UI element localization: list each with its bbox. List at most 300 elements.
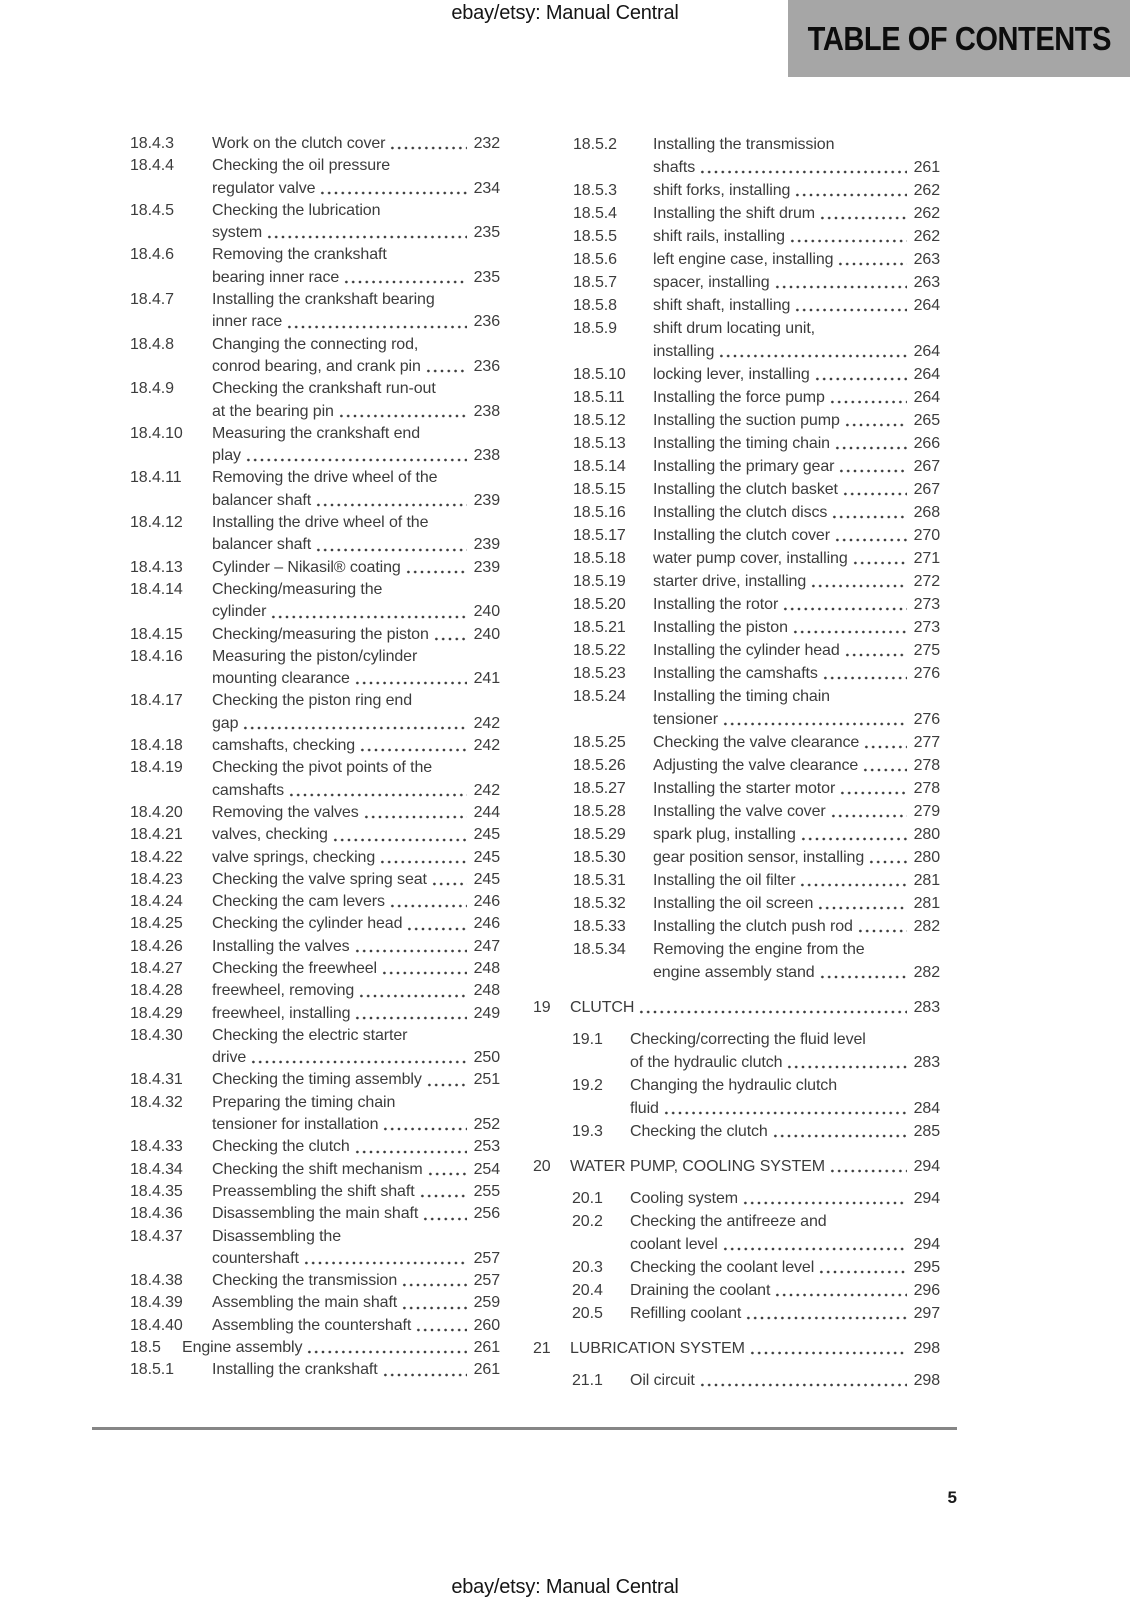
toc-entry[interactable]	[533, 1279, 940, 1302]
toc-entry[interactable]	[533, 570, 940, 593]
toc-entry-title	[212, 690, 500, 735]
toc-entry-title	[630, 1028, 940, 1074]
toc-entry-number: 18.4.23	[130, 870, 183, 888]
toc-entry-page: 271	[913, 550, 940, 567]
toc-entry-number: 18.4.6	[130, 246, 174, 264]
toc-entry-number: 18.4.32	[130, 1093, 183, 1111]
toc-entry-number: 18.4.11	[130, 469, 182, 487]
toc-entry-title-line: Cooling system	[630, 1190, 738, 1207]
toc-entry[interactable]	[130, 244, 500, 289]
toc-entry[interactable]	[533, 777, 940, 800]
toc-entry[interactable]	[533, 938, 940, 984]
toc-entry[interactable]	[130, 1226, 500, 1271]
toc-entry-last-line	[653, 593, 940, 616]
toc-entry[interactable]	[130, 467, 500, 512]
dot-leader	[389, 133, 467, 155]
toc-banner	[788, 0, 1130, 77]
toc-entry-title-line: spark plug, installing	[653, 826, 796, 843]
toc-entry-page: 235	[473, 268, 500, 286]
toc-entry[interactable]	[130, 557, 500, 579]
toc-entry-title-line: Installing the clutch discs	[653, 504, 828, 521]
toc-entry-page: 263	[913, 251, 940, 268]
dot-leader	[389, 891, 467, 913]
toc-entry-title-line: conrod bearing, and crank pin	[212, 357, 421, 375]
toc-entry-page: 285	[913, 1123, 940, 1140]
toc-entry-last-line	[653, 800, 940, 823]
toc-entry[interactable]	[130, 824, 500, 846]
toc-entry-title	[212, 1003, 500, 1025]
toc-entry[interactable]	[130, 423, 500, 468]
toc-entry-page: 278	[913, 757, 940, 774]
toc-entry-number: 18.5.3	[573, 182, 617, 199]
toc-entry[interactable]	[533, 1210, 940, 1256]
dot-leader	[431, 869, 467, 891]
toc-entry[interactable]	[130, 1159, 500, 1181]
toc-entry-title	[630, 1256, 940, 1279]
toc-entry-title	[212, 757, 500, 802]
toc-entry-last-line	[212, 713, 500, 735]
toc-entry[interactable]	[533, 869, 940, 892]
toc-entry-page: 279	[913, 803, 940, 820]
dot-leader	[245, 445, 467, 467]
toc-entry-title-line: gear position sensor, installing	[653, 849, 865, 866]
toc-entry-page: 264	[913, 297, 940, 314]
dot-leader	[718, 340, 907, 363]
toc-entry-last-line	[653, 501, 940, 524]
toc-entry-last-line	[212, 1159, 500, 1181]
dot-leader	[842, 478, 907, 501]
toc-entry-number: 18.4.14	[130, 580, 183, 598]
toc-entry-title	[653, 731, 940, 754]
dot-leader	[829, 386, 907, 409]
toc-entry-number: 18.4.21	[130, 826, 183, 844]
toc-entry[interactable]	[533, 616, 940, 639]
toc-entry-number: 18.4.17	[130, 692, 183, 710]
toc-entry-number: 18.5.9	[573, 320, 617, 337]
toc-entry-title-line: Preparing the timing chain	[212, 1093, 396, 1111]
dot-leader	[288, 780, 467, 802]
toc-entry-page: 236	[473, 313, 500, 331]
toc-entry[interactable]	[130, 1270, 500, 1292]
toc-entry-title	[570, 1155, 940, 1178]
toc-entry-last-line	[630, 1187, 940, 1210]
toc-entry-page: 284	[913, 1100, 940, 1117]
toc-entry[interactable]	[130, 735, 500, 757]
toc-entry-page: 262	[913, 182, 940, 199]
toc-entry-title	[653, 501, 940, 524]
toc-entry-title	[630, 1279, 940, 1302]
toc-right-column	[533, 133, 940, 1392]
toc-entry-number: 18.4.29	[130, 1004, 183, 1022]
dot-leader	[338, 401, 467, 423]
toc-entry-number: 21.1	[572, 1372, 603, 1389]
toc-entry-title	[212, 1270, 500, 1292]
toc-entry-last-line	[212, 1248, 500, 1270]
dot-leader	[354, 1003, 467, 1025]
toc-entry-number: 18.5.23	[573, 665, 626, 682]
toc-entry[interactable]	[130, 334, 500, 379]
toc-entry[interactable]	[533, 915, 940, 938]
toc-entry-title-line: Installing the shift drum	[653, 205, 816, 222]
toc-entry-title	[653, 616, 940, 639]
dot-leader	[868, 846, 907, 869]
toc-entry[interactable]	[130, 200, 500, 245]
toc-entry-last-line	[212, 1203, 500, 1225]
toc-entry-page: 251	[473, 1071, 500, 1089]
toc-entry-title-line: Checking the timing assembly	[212, 1071, 422, 1089]
toc-entry-page: 257	[473, 1272, 500, 1290]
dot-leader	[819, 961, 907, 984]
toc-entry[interactable]	[533, 1187, 940, 1210]
toc-entry-title-line: water pump cover, installing	[653, 550, 848, 567]
toc-entry[interactable]	[533, 248, 940, 271]
toc-entry-page: 240	[473, 625, 500, 643]
toc-entry-title	[212, 1359, 500, 1381]
toc-entry[interactable]	[130, 1181, 500, 1203]
toc-entry-title-line: Installing the timing chain	[653, 435, 830, 452]
toc-entry[interactable]	[533, 685, 940, 731]
toc-entry[interactable]	[533, 754, 940, 777]
toc-left-column	[130, 133, 500, 1392]
dot-leader	[799, 869, 907, 892]
toc-entry-last-line	[653, 846, 940, 869]
dot-leader	[358, 980, 467, 1002]
toc-entry[interactable]	[130, 1003, 500, 1025]
toc-entry-page: 294	[913, 1190, 940, 1207]
toc-entry[interactable]	[130, 378, 500, 423]
toc-entry[interactable]	[533, 179, 940, 202]
toc-entry-last-line	[212, 1270, 500, 1292]
toc-entry-page: 296	[913, 1282, 940, 1299]
toc-entry-title-line: Changing the hydraulic clutch	[630, 1077, 838, 1094]
toc-entry-page: 255	[473, 1182, 500, 1200]
toc-entry-title	[212, 1292, 500, 1314]
toc-entry-number: 18.5.10	[573, 366, 626, 383]
toc-entry[interactable]	[130, 1359, 500, 1381]
toc-entry-title-line: installing	[653, 343, 715, 360]
toc-entry[interactable]	[130, 133, 500, 155]
toc-entry-title	[653, 662, 940, 685]
toc-entry-title	[653, 179, 940, 202]
toc-entry-title	[212, 913, 500, 935]
dot-leader	[382, 1114, 467, 1136]
toc-entry[interactable]	[130, 1092, 500, 1137]
toc-entry-page: 242	[473, 737, 500, 755]
toc-entry-title-line: Checking the valve clearance	[653, 734, 860, 751]
dot-leader	[242, 713, 467, 735]
toc-entry[interactable]	[130, 1337, 500, 1359]
toc-entry-title-line: gap	[212, 714, 239, 732]
dot-leader	[315, 490, 467, 512]
toc-entry-title	[212, 735, 500, 757]
toc-entry-number: 18.4.24	[130, 893, 183, 911]
toc-entry[interactable]	[130, 1136, 500, 1158]
toc-entry[interactable]	[533, 1302, 940, 1325]
toc-entry-title	[212, 133, 500, 155]
toc-entry-title-line: Installing the oil filter	[653, 872, 796, 889]
toc-entry-title-line: Engine assembly	[182, 1339, 303, 1357]
toc-entry[interactable]	[130, 891, 500, 913]
toc-entry-title-line: Installing the crankshaft bearing	[212, 291, 435, 309]
toc-entry-number: 20.2	[572, 1213, 603, 1230]
toc-entry-number: 18.4.19	[130, 759, 183, 777]
toc-entry-title-line: tensioner	[653, 711, 718, 728]
toc-entry-title	[653, 225, 940, 248]
toc-entry-number: 21	[533, 1340, 551, 1357]
toc-entry-page: 280	[913, 826, 940, 843]
toc-entry[interactable]	[533, 501, 940, 524]
toc-entry[interactable]	[533, 133, 940, 179]
toc-entry[interactable]	[130, 847, 500, 869]
toc-entry-title	[212, 1203, 500, 1225]
toc-entry-title-line: Checking the oil pressure	[212, 157, 391, 175]
toc-entry[interactable]	[130, 869, 500, 891]
toc-entry[interactable]	[533, 731, 940, 754]
dot-leader	[749, 1337, 907, 1360]
toc-entry-title-line: Changing the connecting rod,	[212, 335, 419, 353]
toc-entry-title-line: locking lever, installing	[653, 366, 810, 383]
toc-entry-title	[212, 1069, 500, 1091]
toc-entry-title-line: WATER PUMP, COOLING SYSTEM	[570, 1158, 825, 1175]
toc-entry-title-line: fluid	[630, 1100, 659, 1117]
toc-entry[interactable]	[130, 624, 500, 646]
toc-entry-last-line	[653, 179, 940, 202]
toc-entry-title-line: Installing the piston	[653, 619, 788, 636]
toc-entry-number: 18.5.2	[573, 136, 617, 153]
toc-entry-number: 20	[533, 1158, 551, 1175]
toc-entry[interactable]	[533, 1120, 940, 1143]
dot-leader	[354, 936, 467, 958]
toc-entry-title	[212, 958, 500, 980]
toc-entry-title-line: freewheel, removing	[212, 982, 355, 1000]
toc-entry[interactable]	[130, 1292, 500, 1314]
toc-entry-title	[212, 646, 500, 691]
toc-entry-last-line	[212, 133, 500, 155]
toc-entry-last-line	[630, 1256, 940, 1279]
dot-leader	[810, 570, 907, 593]
toc-entry[interactable]	[130, 958, 500, 980]
toc-entry-title-line: Measuring the piston/cylinder	[212, 647, 418, 665]
toc-entry-last-line	[653, 777, 940, 800]
toc-entry[interactable]	[130, 802, 500, 824]
dot-leader	[382, 1359, 467, 1381]
dot-leader	[844, 639, 907, 662]
toc-entry-last-line	[653, 662, 940, 685]
toc-entry[interactable]	[130, 757, 500, 802]
toc-entry[interactable]	[130, 980, 500, 1002]
toc-entry-number: 18.5.17	[573, 527, 626, 544]
dot-leader	[829, 1155, 907, 1178]
toc-entry-last-line	[653, 754, 940, 777]
toc-entry-title-line: engine assembly stand	[653, 964, 815, 981]
toc-entry-last-line	[212, 735, 500, 757]
toc-entry[interactable]	[130, 646, 500, 691]
toc-entry-page: 249	[473, 1004, 500, 1022]
toc-entry-last-line	[212, 490, 500, 512]
dot-leader	[379, 847, 467, 869]
toc-entry-page: 254	[473, 1160, 500, 1178]
toc-entry[interactable]	[130, 1203, 500, 1225]
toc-entry-last-line	[212, 936, 500, 958]
toc-entry-title-line: Installing the drive wheel of the	[212, 514, 429, 532]
toc-entry-page: 282	[913, 964, 940, 981]
toc-entry-title-line: Assembling the main shaft	[212, 1294, 398, 1312]
toc-entry-title-line: Refilling coolant	[630, 1305, 742, 1322]
toc-entry-title-line: countershaft	[212, 1249, 299, 1267]
toc-entry-title-line: play	[212, 447, 241, 465]
toc-entry[interactable]	[130, 1315, 500, 1337]
toc-entry[interactable]	[533, 478, 940, 501]
toc-entry-last-line	[212, 601, 500, 623]
toc-entry-number: 19	[533, 999, 551, 1016]
dot-leader	[332, 824, 467, 846]
toc-entry-title	[653, 248, 940, 271]
toc-entry-title	[653, 777, 940, 800]
toc-entry-title-line: Checking the crankshaft run-out	[212, 380, 436, 398]
toc-entry-number: 19.3	[572, 1123, 603, 1140]
dot-leader	[663, 1097, 907, 1120]
toc-entry-number: 18.5.31	[573, 872, 626, 889]
toc-entry[interactable]	[533, 1369, 940, 1392]
toc-entry-number: 18.5.19	[573, 573, 626, 590]
toc-entry[interactable]	[533, 639, 940, 662]
toc-entry[interactable]	[533, 363, 940, 386]
toc-entry-number: 19.2	[572, 1077, 603, 1094]
toc-entry[interactable]	[130, 155, 500, 200]
toc-entry-title	[630, 1210, 940, 1256]
toc-entry[interactable]	[130, 289, 500, 334]
toc-entry[interactable]	[533, 1028, 940, 1074]
toc-entry-page: 278	[913, 780, 940, 797]
toc-entry-title-line: balancer shaft	[212, 536, 312, 554]
toc-entry-title	[653, 478, 940, 501]
toc-entry[interactable]	[130, 512, 500, 557]
toc-entry-last-line	[653, 202, 940, 225]
toc-entry-title-line: Oil circuit	[630, 1372, 695, 1389]
toc-entry[interactable]	[533, 800, 940, 823]
toc-entry-title	[653, 892, 940, 915]
toc-entry[interactable]	[533, 386, 940, 409]
toc-entry[interactable]	[130, 1069, 500, 1091]
toc-entry[interactable]	[533, 432, 940, 455]
toc-entry-page: 295	[913, 1259, 940, 1276]
toc-entry-title-line: Installing the starter motor	[653, 780, 836, 797]
toc-entry-number: 18.5.28	[573, 803, 626, 820]
toc-entry-last-line	[653, 892, 940, 915]
toc-entry[interactable]	[533, 823, 940, 846]
toc-entry-number: 18.5.29	[573, 826, 626, 843]
toc-entry-last-line	[653, 248, 940, 271]
toc-entry-title-line: Removing the engine from the	[653, 941, 865, 958]
toc-entry-title	[630, 1187, 940, 1210]
toc-entry[interactable]	[533, 455, 940, 478]
dot-leader	[794, 179, 907, 202]
toc-entry-title	[212, 467, 500, 512]
toc-entry-title	[212, 1181, 500, 1203]
toc-entry-page: 244	[473, 803, 500, 821]
toc-entry[interactable]	[533, 202, 940, 225]
toc-entry-page: 261	[913, 159, 940, 176]
toc-entry[interactable]	[533, 892, 940, 915]
toc-entry[interactable]	[533, 225, 940, 248]
toc-entry-title-line: left engine case, installing	[653, 251, 834, 268]
toc-entry-title-line: starter drive, installing	[653, 573, 807, 590]
toc-entry-number: 18.5.25	[573, 734, 626, 751]
toc-entry[interactable]	[533, 271, 940, 294]
toc-entry-number: 18.4.27	[130, 959, 183, 977]
dot-leader	[425, 356, 467, 378]
toc-entry[interactable]	[533, 317, 940, 363]
toc-entry-title-line: Installing the rotor	[653, 596, 779, 613]
toc-entry[interactable]	[533, 409, 940, 432]
toc-entry[interactable]	[533, 547, 940, 570]
toc-entry-last-line	[212, 780, 500, 802]
toc-entry-title-line: cylinder	[212, 603, 267, 621]
toc-entry-last-line	[630, 1233, 940, 1256]
toc-entry-last-line	[653, 225, 940, 248]
toc-entry-number: 18.4.35	[130, 1182, 183, 1200]
toc-entry-title	[212, 557, 500, 579]
toc-entry[interactable]	[533, 1256, 940, 1279]
toc-entry-page: 247	[473, 937, 500, 955]
toc-entry[interactable]	[533, 1337, 940, 1360]
toc-entry-number: 18.4.9	[130, 380, 174, 398]
toc-entry-last-line	[212, 980, 500, 1002]
toc-entry-number: 18.4.37	[130, 1227, 183, 1245]
toc-entry-page: 294	[913, 1236, 940, 1253]
toc-entry-title	[212, 891, 500, 913]
toc-entry-last-line	[630, 1302, 940, 1325]
toc-entry-page: 281	[913, 872, 940, 889]
toc-entry-last-line	[630, 1279, 940, 1302]
toc-entry-last-line	[653, 639, 940, 662]
toc-entry-title	[653, 593, 940, 616]
toc-entry-page: 262	[913, 205, 940, 222]
toc-entry[interactable]	[533, 1074, 940, 1120]
toc-entry-last-line	[570, 1155, 940, 1178]
toc-entry-number: 18.5	[130, 1339, 161, 1357]
toc-entry-page: 260	[473, 1316, 500, 1334]
toc-entry-title-line: Checking the cam levers	[212, 893, 385, 911]
toc-entry[interactable]	[130, 913, 500, 935]
toc-entry-last-line	[630, 1051, 940, 1074]
toc-entry-page: 253	[473, 1138, 500, 1156]
toc-entry-page: 294	[913, 1158, 940, 1175]
toc-entry-page: 238	[473, 447, 500, 465]
toc-entry[interactable]	[130, 1025, 500, 1070]
toc-entry[interactable]	[130, 936, 500, 958]
toc-entry-number: 18.5.21	[573, 619, 626, 636]
toc-entry-title-line: Installing the suction pump	[653, 412, 840, 429]
toc-entry[interactable]	[533, 662, 940, 685]
dot-leader	[286, 311, 467, 333]
toc-entry-title-line: Installing the transmission	[653, 136, 835, 153]
toc-entry[interactable]	[533, 846, 940, 869]
toc-entry-title	[653, 685, 940, 731]
toc-entry[interactable]	[533, 524, 940, 547]
toc-entry[interactable]	[533, 996, 940, 1019]
toc-entry[interactable]	[533, 294, 940, 317]
toc-entry-title-line: Installing the cylinder head	[653, 642, 840, 659]
toc-entry-last-line	[653, 271, 940, 294]
toc-entry[interactable]	[130, 690, 500, 735]
toc-entry-title-line: shift rails, installing	[653, 228, 785, 245]
toc-entry[interactable]	[533, 1155, 940, 1178]
dot-leader	[427, 1159, 467, 1181]
toc-entry[interactable]	[533, 593, 940, 616]
toc-entry[interactable]	[130, 579, 500, 624]
toc-entry-title-line: Installing the clutch basket	[653, 481, 838, 498]
